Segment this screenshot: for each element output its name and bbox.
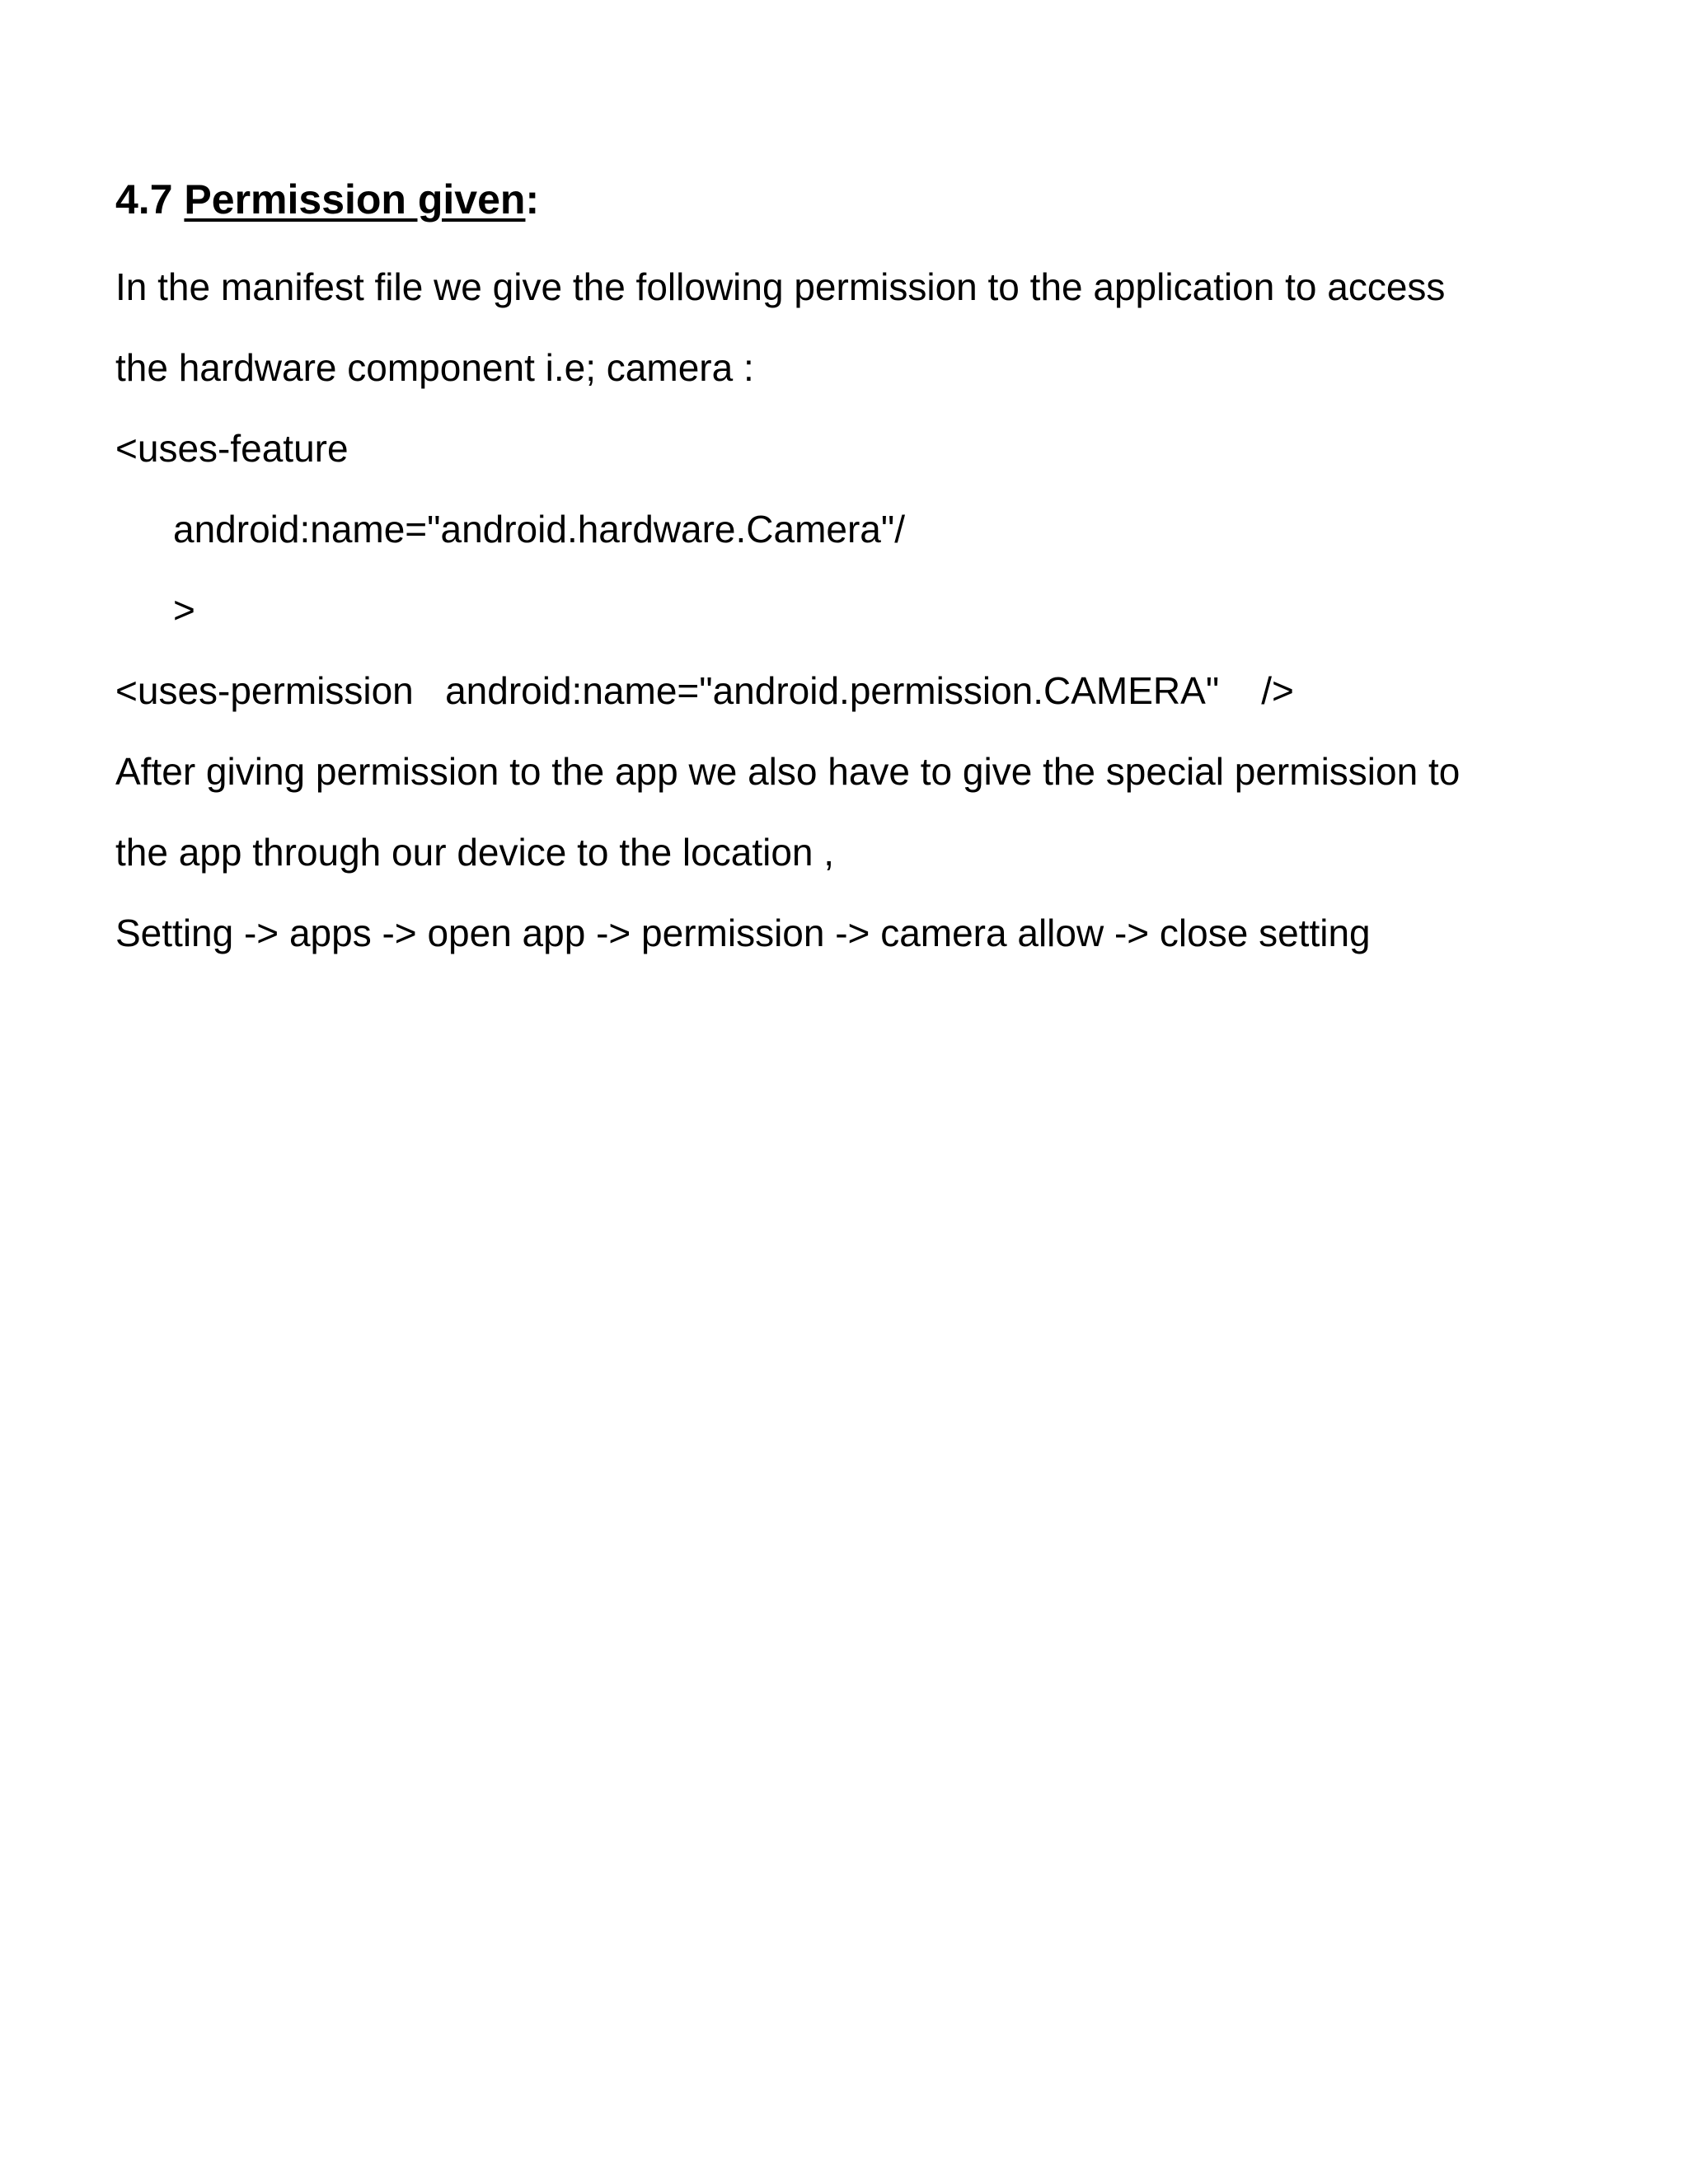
code-line: <uses-permission android:name="android.permission.CAMERA" /> xyxy=(115,669,1294,712)
section-number: 4.7 xyxy=(115,176,173,223)
paragraph-line: After giving permission to the app we also have to give the special permission to xyxy=(115,750,1461,793)
paragraph-line: the hardware component i.e; camera : xyxy=(115,346,754,389)
code-line: > xyxy=(173,588,195,631)
settings-path-line: Setting -> apps -> open app -> permission -> camera allow -> close setting xyxy=(115,912,1371,954)
code-line: <uses-feature xyxy=(115,427,349,470)
code-line: android:name="android.hardware.Camera"/ xyxy=(173,508,905,551)
paragraph-line: In the manifest file we give the following permission to the application to access xyxy=(115,265,1446,308)
section-colon: : xyxy=(525,176,540,223)
section-title: Permission given xyxy=(184,176,526,223)
paragraph-line: the app through our device to the location , xyxy=(115,831,835,874)
section-heading xyxy=(115,175,539,224)
